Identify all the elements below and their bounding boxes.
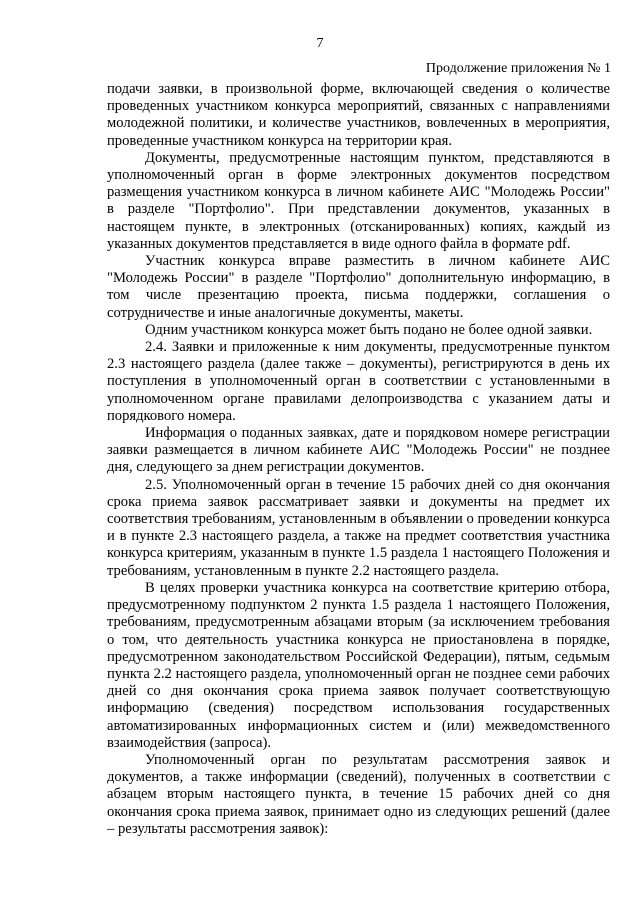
paragraph: Участник конкурса вправе разместить в личном кабинете АИС "Молодежь России" в разделе "Портфолио" дополнительную информацию, в том числе презентацию проекта, письма поддержки, соглашения о сотрудничестве и иные аналогичные документы, макеты. — [107, 253, 610, 321]
paragraph: Документы, предусмотренные настоящим пунктом, представляются в уполномоченный орган в форме электронных документов посредством размещения участником конкурса в личном кабинете АИС "Молодежь России" в разделе "Портфолио". При представлении документов, указанных в настоящем пункте, в электронных (отсканированных) копиях, каждый из указанных документов представляется в виде одного файла в формате pdf. — [107, 149, 610, 252]
paragraph-clause-2-4: 2.4. Заявки и приложенные к ним документы, предусмотренные пунктом 2.3 настоящего раздела (далее также – документы), регистрируются в день их поступления в уполномоченный орган в соответствии с установленными в уполномоченном органе правилами делопроизводства с указанием даты и порядкового номера. — [107, 339, 610, 424]
paragraph: Одним участником конкурса может быть подано не более одной заявки. — [145, 321, 593, 338]
paragraph: В целях проверки участника конкурса на соответствие критерию отбора, предусмотренному подпунктом 2 пункта 1.5 раздела 1 настоящего Положения, требованиям, предусмотренным абзацами вторым (за исключением требования о том, что деятельность участника конкурса не приостановлена в порядке, предусмотренном законодательством Российской Федерации), пятым, седьмым пункта 2.2 настоящего раздела, уполномоченный орган не позднее семи рабочих дней со дня окончания срока приема заявок получает соответствующую информацию (сведения) посредством использования государственных автоматизированных информационных систем и (или) межведомственного взаимодействия (запроса). — [107, 579, 610, 751]
paragraph-clause-2-5: 2.5. Уполномоченный орган в течение 15 рабочих дней со дня окончания срока приема заявок рассматривает заявки и документы на предмет их соответствия требованиям, установленным в объявлении о проведении конкурса и в пункте 2.3 настоящего раздела, а также на предмет соответствия участника конкурса критериям, указанным в пункте 1.5 раздела 1 настоящего Положения и требованиям, установленным в пункте 2.2 настоящего раздела. — [107, 476, 610, 579]
page-number: 7 — [316, 36, 324, 51]
running-header: Продолжение приложения № 1 — [425, 61, 611, 76]
paragraph: Уполномоченный орган по результатам рассмотрения заявок и документов, а также информации (сведений), полученных в соответствии с абзацем вторым настоящего пункта, в течение 15 рабочих дней со дня окончания срока приема заявок, принимает одно из следующих решений (далее – результаты рассмотрения заявок): — [107, 751, 610, 837]
paragraph: Информация о поданных заявках, дате и порядковом номере регистрации заявки размещается в личном кабинете АИС "Молодежь России" не позднее дня, следующего за днем регистрации документов. — [107, 425, 610, 476]
paragraph-continuation: подачи заявки, в произвольной форме, включающей сведения о количестве проведенных участником конкурса мероприятий, связанных с направлениями молодежной политики, и количестве участников, вовлеченных в мероприятия, проведенные участником конкурса на территории края. — [107, 81, 610, 149]
document-body — [107, 81, 610, 838]
